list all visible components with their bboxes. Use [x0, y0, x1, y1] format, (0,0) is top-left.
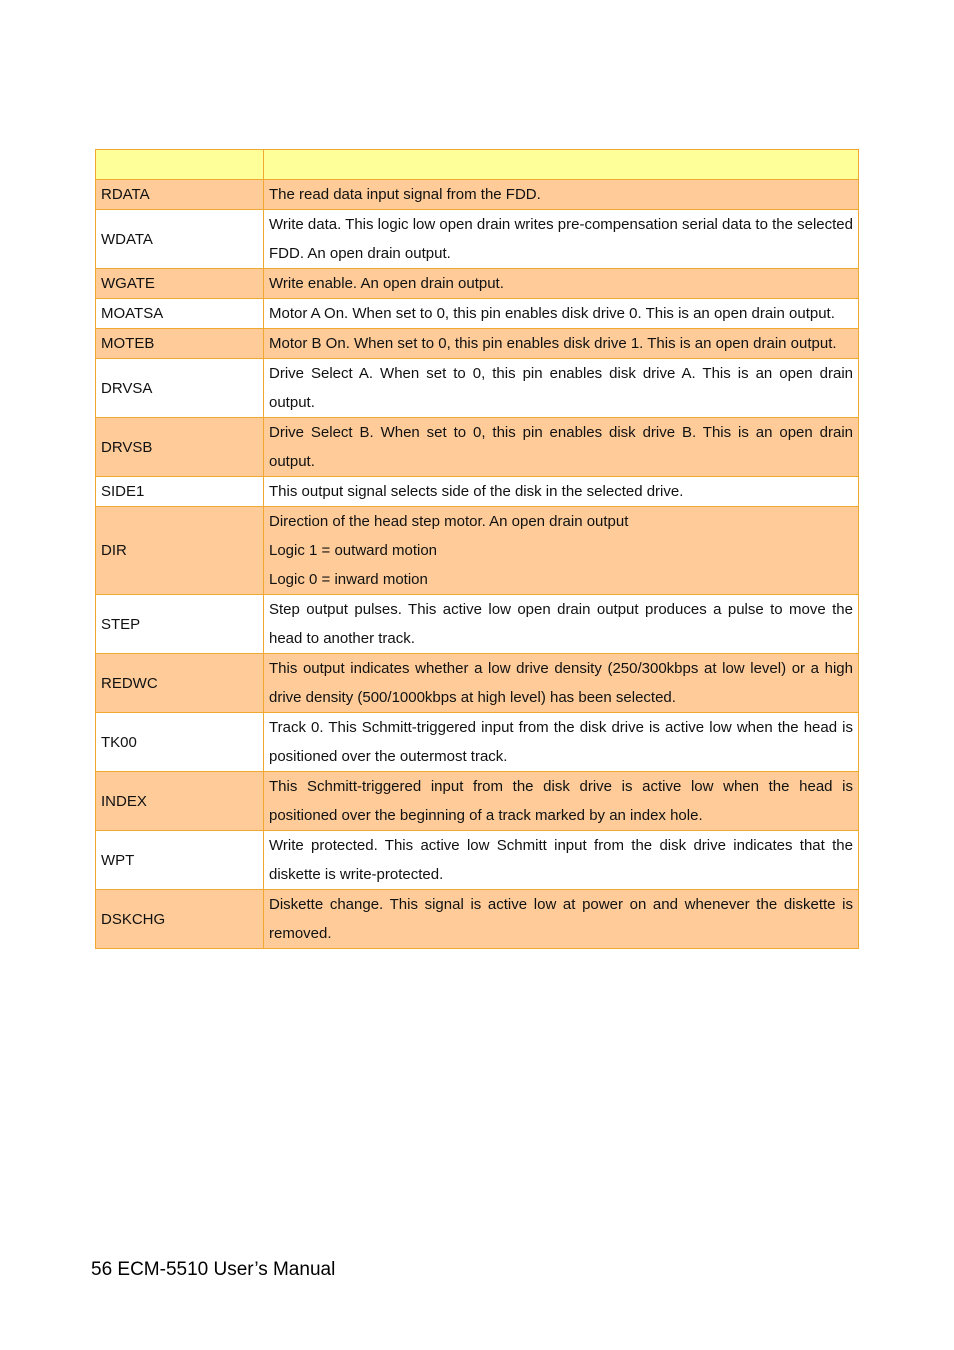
table-row	[96, 418, 859, 477]
table-row	[96, 890, 859, 949]
signal-name-cell: WGATE	[96, 269, 264, 299]
description-line: Track 0. This Schmitt-triggered input from the disk drive is active low when the head is positioned over the outermost track.	[269, 719, 853, 765]
signal-description-cell	[264, 269, 859, 299]
signal-name-cell: WPT	[96, 831, 264, 890]
signal-description-cell	[264, 210, 859, 269]
header-description-cell	[264, 150, 859, 180]
signal-name-cell: DIR	[96, 507, 264, 595]
signal-description-cell	[264, 831, 859, 890]
description-line: Step output pulses. This active low open drain output produces a pulse to move the head to another track.	[269, 601, 853, 647]
signal-description-table	[95, 149, 859, 949]
table-row	[96, 831, 859, 890]
signal-name-cell: REDWC	[96, 654, 264, 713]
description-line: Motor B On. When set to 0, this pin enables disk drive 1. This is an open drain output.	[269, 335, 837, 352]
signal-name-cell: DSKCHG	[96, 890, 264, 949]
description-line: Logic 1 = outward motion	[269, 542, 438, 559]
signal-description-cell	[264, 772, 859, 831]
table-row	[96, 507, 859, 595]
table-row	[96, 299, 859, 329]
signal-name-cell: SIDE1	[96, 477, 264, 507]
table-row	[96, 654, 859, 713]
signal-description-cell	[264, 180, 859, 210]
description-line: This output indicates whether a low drive density (250/300kbps at low level) or a high drive density (500/1000kbps at high level) has been selected.	[269, 660, 853, 706]
description-line: Diskette change. This signal is active low at power on and whenever the diskette is removed.	[269, 896, 853, 942]
signal-name-cell: STEP	[96, 595, 264, 654]
signal-name-cell: MOATSA	[96, 299, 264, 329]
description-line: Direction of the head step motor. An open drain output	[269, 513, 629, 530]
signal-description-cell	[264, 507, 859, 595]
signal-description-cell	[264, 359, 859, 418]
signal-name-cell: TK00	[96, 713, 264, 772]
signal-name-cell: DRVSB	[96, 418, 264, 477]
signal-name-cell: WDATA	[96, 210, 264, 269]
signal-name-cell: DRVSA	[96, 359, 264, 418]
table-row	[96, 329, 859, 359]
signal-name-cell: MOTEB	[96, 329, 264, 359]
description-line: This output signal selects side of the disk in the selected drive.	[269, 483, 684, 500]
table-header-row	[96, 150, 859, 180]
signal-description-cell	[264, 329, 859, 359]
table-row	[96, 713, 859, 772]
description-line: Write enable. An open drain output.	[269, 275, 504, 292]
signal-description-cell	[264, 890, 859, 949]
page-footer: 56 ECM-5510 User’s Manual	[91, 1259, 336, 1280]
table-row	[96, 477, 859, 507]
description-line: Motor A On. When set to 0, this pin enables disk drive 0. This is an open drain output.	[269, 305, 835, 322]
signal-description-cell	[264, 595, 859, 654]
description-line: Logic 0 = inward motion	[269, 571, 428, 588]
description-line: Write data. This logic low open drain writes pre-compensation serial data to the selected FDD. An open drain output.	[269, 216, 853, 262]
signal-description-cell	[264, 418, 859, 477]
description-line: Drive Select A. When set to 0, this pin enables disk drive A. This is an open drain output.	[269, 365, 853, 411]
signal-name-cell: RDATA	[96, 180, 264, 210]
table-row	[96, 772, 859, 831]
signal-name-cell: INDEX	[96, 772, 264, 831]
signal-description-cell	[264, 654, 859, 713]
signal-description-cell	[264, 713, 859, 772]
description-line: Write protected. This active low Schmitt input from the disk drive indicates that the diskette is write-protected.	[269, 837, 853, 883]
signal-description-cell	[264, 477, 859, 507]
table-row	[96, 180, 859, 210]
description-line: This Schmitt-triggered input from the disk drive is active low when the head is positioned over the beginning of a track marked by an index hole.	[269, 778, 853, 824]
signal-description-cell	[264, 299, 859, 329]
description-line: Drive Select B. When set to 0, this pin enables disk drive B. This is an open drain output.	[269, 424, 853, 470]
table-row	[96, 359, 859, 418]
table-row	[96, 210, 859, 269]
header-signal-cell	[96, 150, 264, 180]
description-line: The read data input signal from the FDD.	[269, 186, 541, 203]
table-row	[96, 269, 859, 299]
table-row	[96, 595, 859, 654]
